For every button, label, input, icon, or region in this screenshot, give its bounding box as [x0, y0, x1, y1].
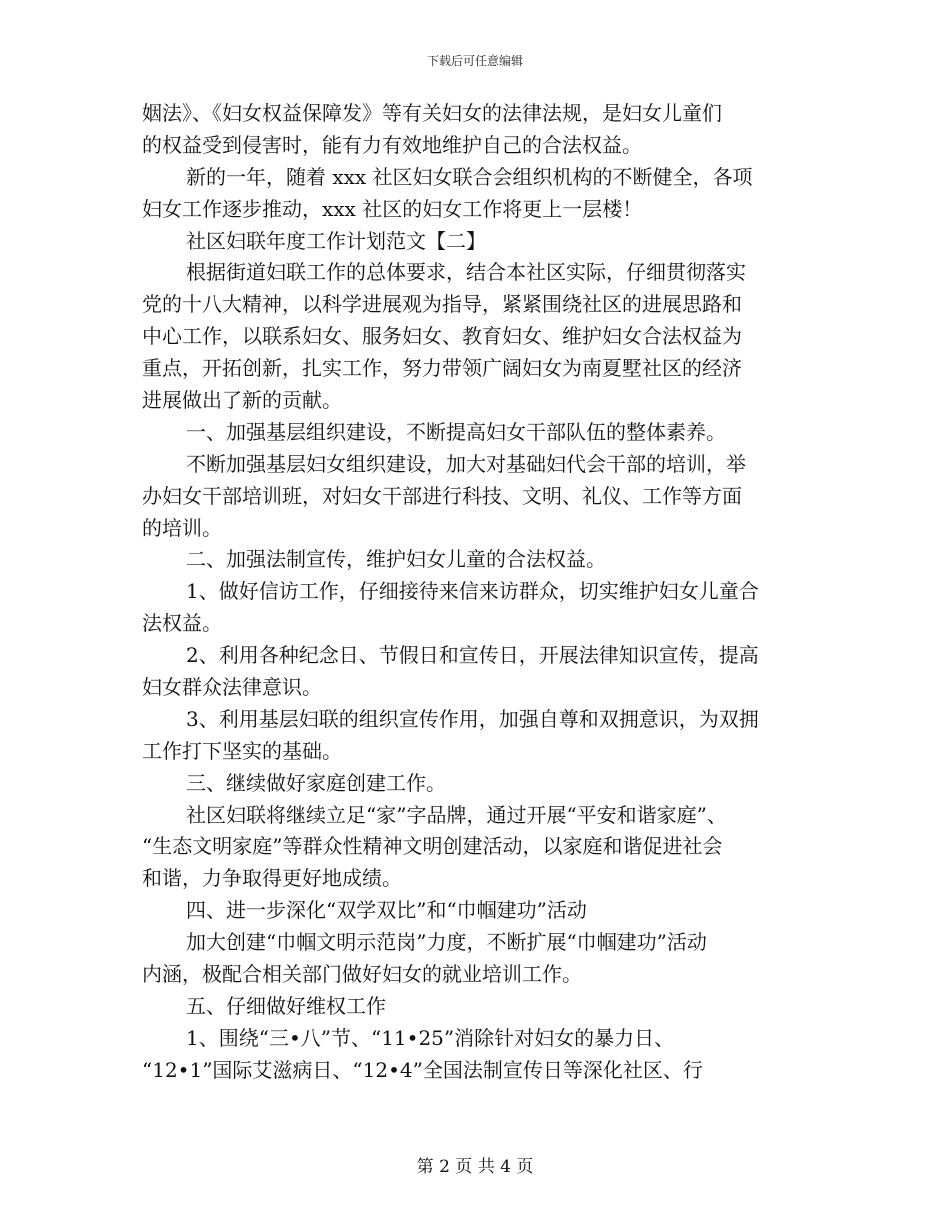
text-line: 加大创建“巾帼文明示范岗”力度，不断扩展“巾帼建功”活动	[186, 930, 707, 955]
page-number-footer: 第 2 页 共 4 页	[416, 1157, 534, 1177]
text-line: “12•1”国际艾滋病日、“12•4”全国法制宣传日等深化社区、行	[142, 1057, 703, 1082]
text-line: 工作打下坚实的基础。	[142, 738, 342, 763]
text-line: 2、利用各种纪念日、节假日和宣传日，开展法律知识宣传，提高	[186, 643, 759, 668]
document-body	[142, 98, 810, 1087]
text-line: 3、利用基层妇联的组织宣传作用，加强自尊和双拥意识，为双拥	[186, 706, 759, 731]
text-line: 姻法》、《妇女权益保障发》等有关妇女的法律法规，是妇女儿童们	[142, 101, 722, 125]
text-line: 1、围绕“三•八”节、“11•25”消除针对妇女的暴力日、	[186, 1025, 675, 1050]
section-heading: 二、加强法制宣传，维护妇女儿童的合法权益。	[186, 547, 606, 572]
text-line: “生态文明家庭”等群众性精神文明创建活动，以家庭和谐促进社会	[142, 834, 723, 859]
text-line: 妇女群众法律意识。	[142, 675, 322, 700]
text-line: 1、做好信访工作，仔细接待来信来访群众，切实维护妇女儿童合	[186, 579, 759, 604]
text-line: 法权益。	[142, 611, 222, 636]
section-heading: 三、继续做好家庭创建工作。	[186, 770, 446, 795]
section-heading: 五、仔细做好维权工作	[186, 993, 386, 1018]
text-line: 新的一年，随着 xxx 社区妇女联合会组织机构的不断健全，各项	[186, 164, 753, 189]
text-line: 办妇女干部培训班，对妇女干部进行科技、文明、礼仪、工作等方面	[142, 483, 742, 508]
text-line: 进展做出了新的贡献。	[142, 388, 342, 413]
text-line: 根据街道妇联工作的总体要求，结合本社区实际，仔细贯彻落实	[186, 260, 746, 285]
text-line: 的权益受到侵害时，能有力有效地维护自己的合法权益。	[142, 132, 642, 157]
text-line: 和谐，力争取得更好地成绩。	[142, 866, 402, 891]
section-title: 社区妇联年度工作计划范文【二】	[186, 228, 486, 253]
text-line: 内涵，极配合相关部门做好妇女的就业培训工作。	[142, 962, 582, 987]
text-line: 的培训。	[142, 515, 222, 540]
text-line: 党的十八大精神，以科学进展观为指导，紧紧围绕社区的进展思路和	[142, 292, 742, 317]
text-line: 不断加强基层妇女组织建设，加大对基础妇代会干部的培训，举	[186, 451, 746, 476]
section-heading: 一、加强基层组织建设，不断提高妇女干部队伍的整体素养。	[186, 419, 726, 444]
section-heading: 四、进一步深化“双学双比”和“巾帼建功”活动	[186, 898, 587, 923]
text-line: 重点，开拓创新，扎实工作，努力带领广阔妇女为南夏墅社区的经济	[142, 356, 742, 381]
text-line: 中心工作，以联系妇女、服务妇女、教育妇女、维护妇女合法权益为	[142, 324, 742, 349]
text-line: 社区妇联将继续立足“家”字品牌，通过开展“平安和谐家庭”、	[186, 802, 727, 827]
page-header: 下载后可任意编辑	[426, 54, 523, 68]
text-line: 妇女工作逐步推动，xxx 社区的妇女工作将更上一层楼！	[142, 196, 643, 221]
